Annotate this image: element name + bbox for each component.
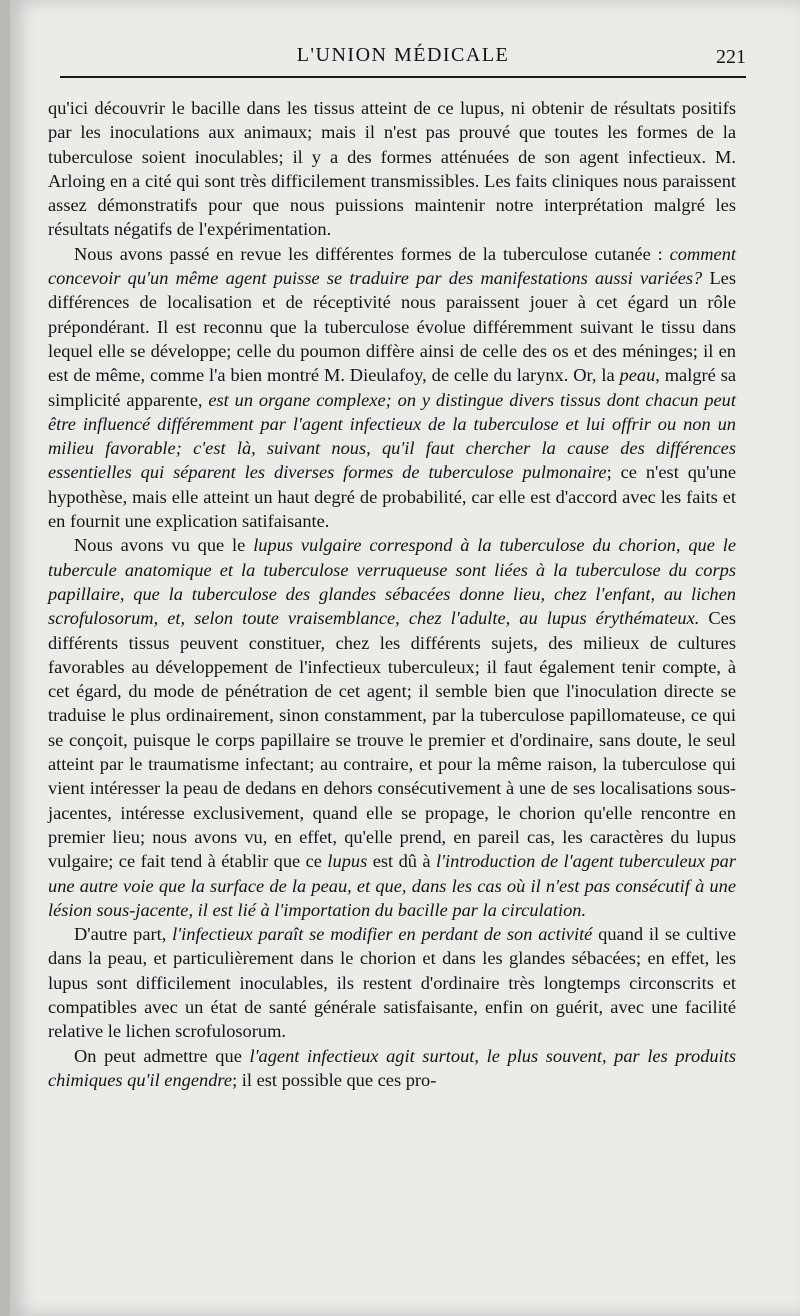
paragraph — [48, 922, 736, 1043]
italic-run: l'agent infectieux agit surtout, le plus souvent, par les produits chimiques qu'il engendre — [48, 1045, 736, 1090]
paragraph — [48, 242, 736, 534]
italic-run: peau — [619, 365, 656, 386]
italic-run: l'introduction de l'agent tuberculeux par une autre voie que la surface de la peau, et que, dans les cas où il n'est pas consécutif à une lésion sous-jacente, il est lié à l'importation du bacille par la circulation. — [48, 851, 736, 920]
italic-run: comment concevoir qu'un même agent puisse se traduire par des manifestations aussi variées? — [48, 243, 736, 289]
text-run: D'autre part, — [74, 924, 173, 945]
page-number: 221 — [716, 46, 746, 68]
text-run: Nous avons passé en revue les différentes formes de la tuberculose cutanée : — [74, 243, 670, 264]
text-run: On peut admettre que — [74, 1045, 250, 1066]
paragraph — [48, 96, 736, 242]
text-run: Les différences de localisation et de réceptivité nous paraissent jouer à cet égard un rôle prépondérant. Il est reconnu que la tuberculose évolue différemment suivant le tissu dans lequel elle se développe; celle du poumon diffère ainsi de celle des os et des méninges; il en est de même, comme l'a bien montré M. Dieulafoy, de celle du larynx. Or, la — [48, 268, 736, 386]
running-head: L'UNION MÉDICALE — [296, 44, 510, 66]
text-run: est dû à — [367, 851, 437, 872]
text-run: quand il se cultive dans la peau, et particulièrement dans le chorion et dans les glandes sébacées; en effet, les lupus sont difficilement inoculables, ils restent d'ordinaire très longtemps circonscrits et compatibles avec un état de santé générale satisfaisante, enfin on guérit, avec une facilité relative le lichen scrofulosorum. — [48, 924, 736, 1042]
page-header — [60, 34, 746, 80]
italic-run: lupus vulgaire correspond à la tuberculose du chorion, que le tubercule anatomique et la tuberculose verruqueuse sont liées à la tuberculose du corps papillaire, que la tuberculose des glandes sébacées donne lieu, chez l'enfant, au lichen scrofulosorum, et, selon toute vraisemblance, chez l'adulte, au lupus érythémateux. — [48, 535, 736, 629]
italic-run: l'infectieux paraît se modifier en perdant de son activité — [172, 924, 593, 945]
italic-run: est un organe complexe; on y distingue divers tissus dont chacun peut être influencé différemment par l'agent infectieux de la tuberculose et lui offrir ou non un milieu favorable; c'est là, suivant nous, qu'il faut chercher la cause des différences essentielles qui séparent les diverses formes de tuberculose pulmonaire — [48, 389, 736, 483]
text-run: ; ce n'est qu'une hypothèse, mais elle atteint un haut degré de probabilité, car elle est d'accord avec les faits et en fournit une explication satifaisante. — [48, 462, 736, 532]
book-page — [10, 0, 800, 1316]
text-run: ; il est possible que ces pro- — [232, 1069, 437, 1090]
paragraph — [48, 1044, 736, 1093]
body-text — [48, 96, 736, 1092]
text-run: Nous avons vu que le — [74, 535, 254, 556]
text-run: , malgré sa simplicité apparente, — [48, 365, 737, 410]
text-run: Ces différents tissus peuvent constituer, chez les différents sujets, des milieux de cultures favorables au développement de l'infectieux tuberculeux; il faut également tenir compte, à cet égard, du mode de pénétration de cet agent; il semble bien que l'inoculation directe se traduise le plus ordinairement, sinon constamment, par la tuberculose papillomateuse, ce qui se conçoit, puisque le corps papillaire se trouve le premier et d'ordinaire, sans doute, le seul atteint par le traumatisme infectant; au contraire, et pour la même raison, la tuberculose qui vient intéresser la peau de dedans en dehors consécutivement à une de ses localisations sous-jacentes, intéresse exclusivement, quand elle se propage, le chorion qu'elle rencontre en premier lieu; nous avons vu, en effet, qu'elle prend, en pareil cas, les caractères du lupus vulgaire; ce fait tend à établir que ce — [48, 608, 736, 872]
header-rule — [60, 76, 746, 78]
italic-run: lupus — [327, 851, 368, 872]
paragraph — [48, 533, 736, 922]
text-run: qu'ici découvrir le bacille dans les tissus atteint de ce lupus, ni obtenir de résultats positifs par les inoculations aux animaux; mais il n'est pas prouvé que toutes les formes de la tuberculose soient inoculables; il y a des formes atténuées de son agent infectieux. M. Arloing en a cité qui sont très difficilement transmissibles. Les faits cliniques nous paraissent assez démonstratifs pour que nous puissions maintenir notre interprétation malgré les résultats négatifs de l'expérimentation. — [48, 98, 736, 240]
